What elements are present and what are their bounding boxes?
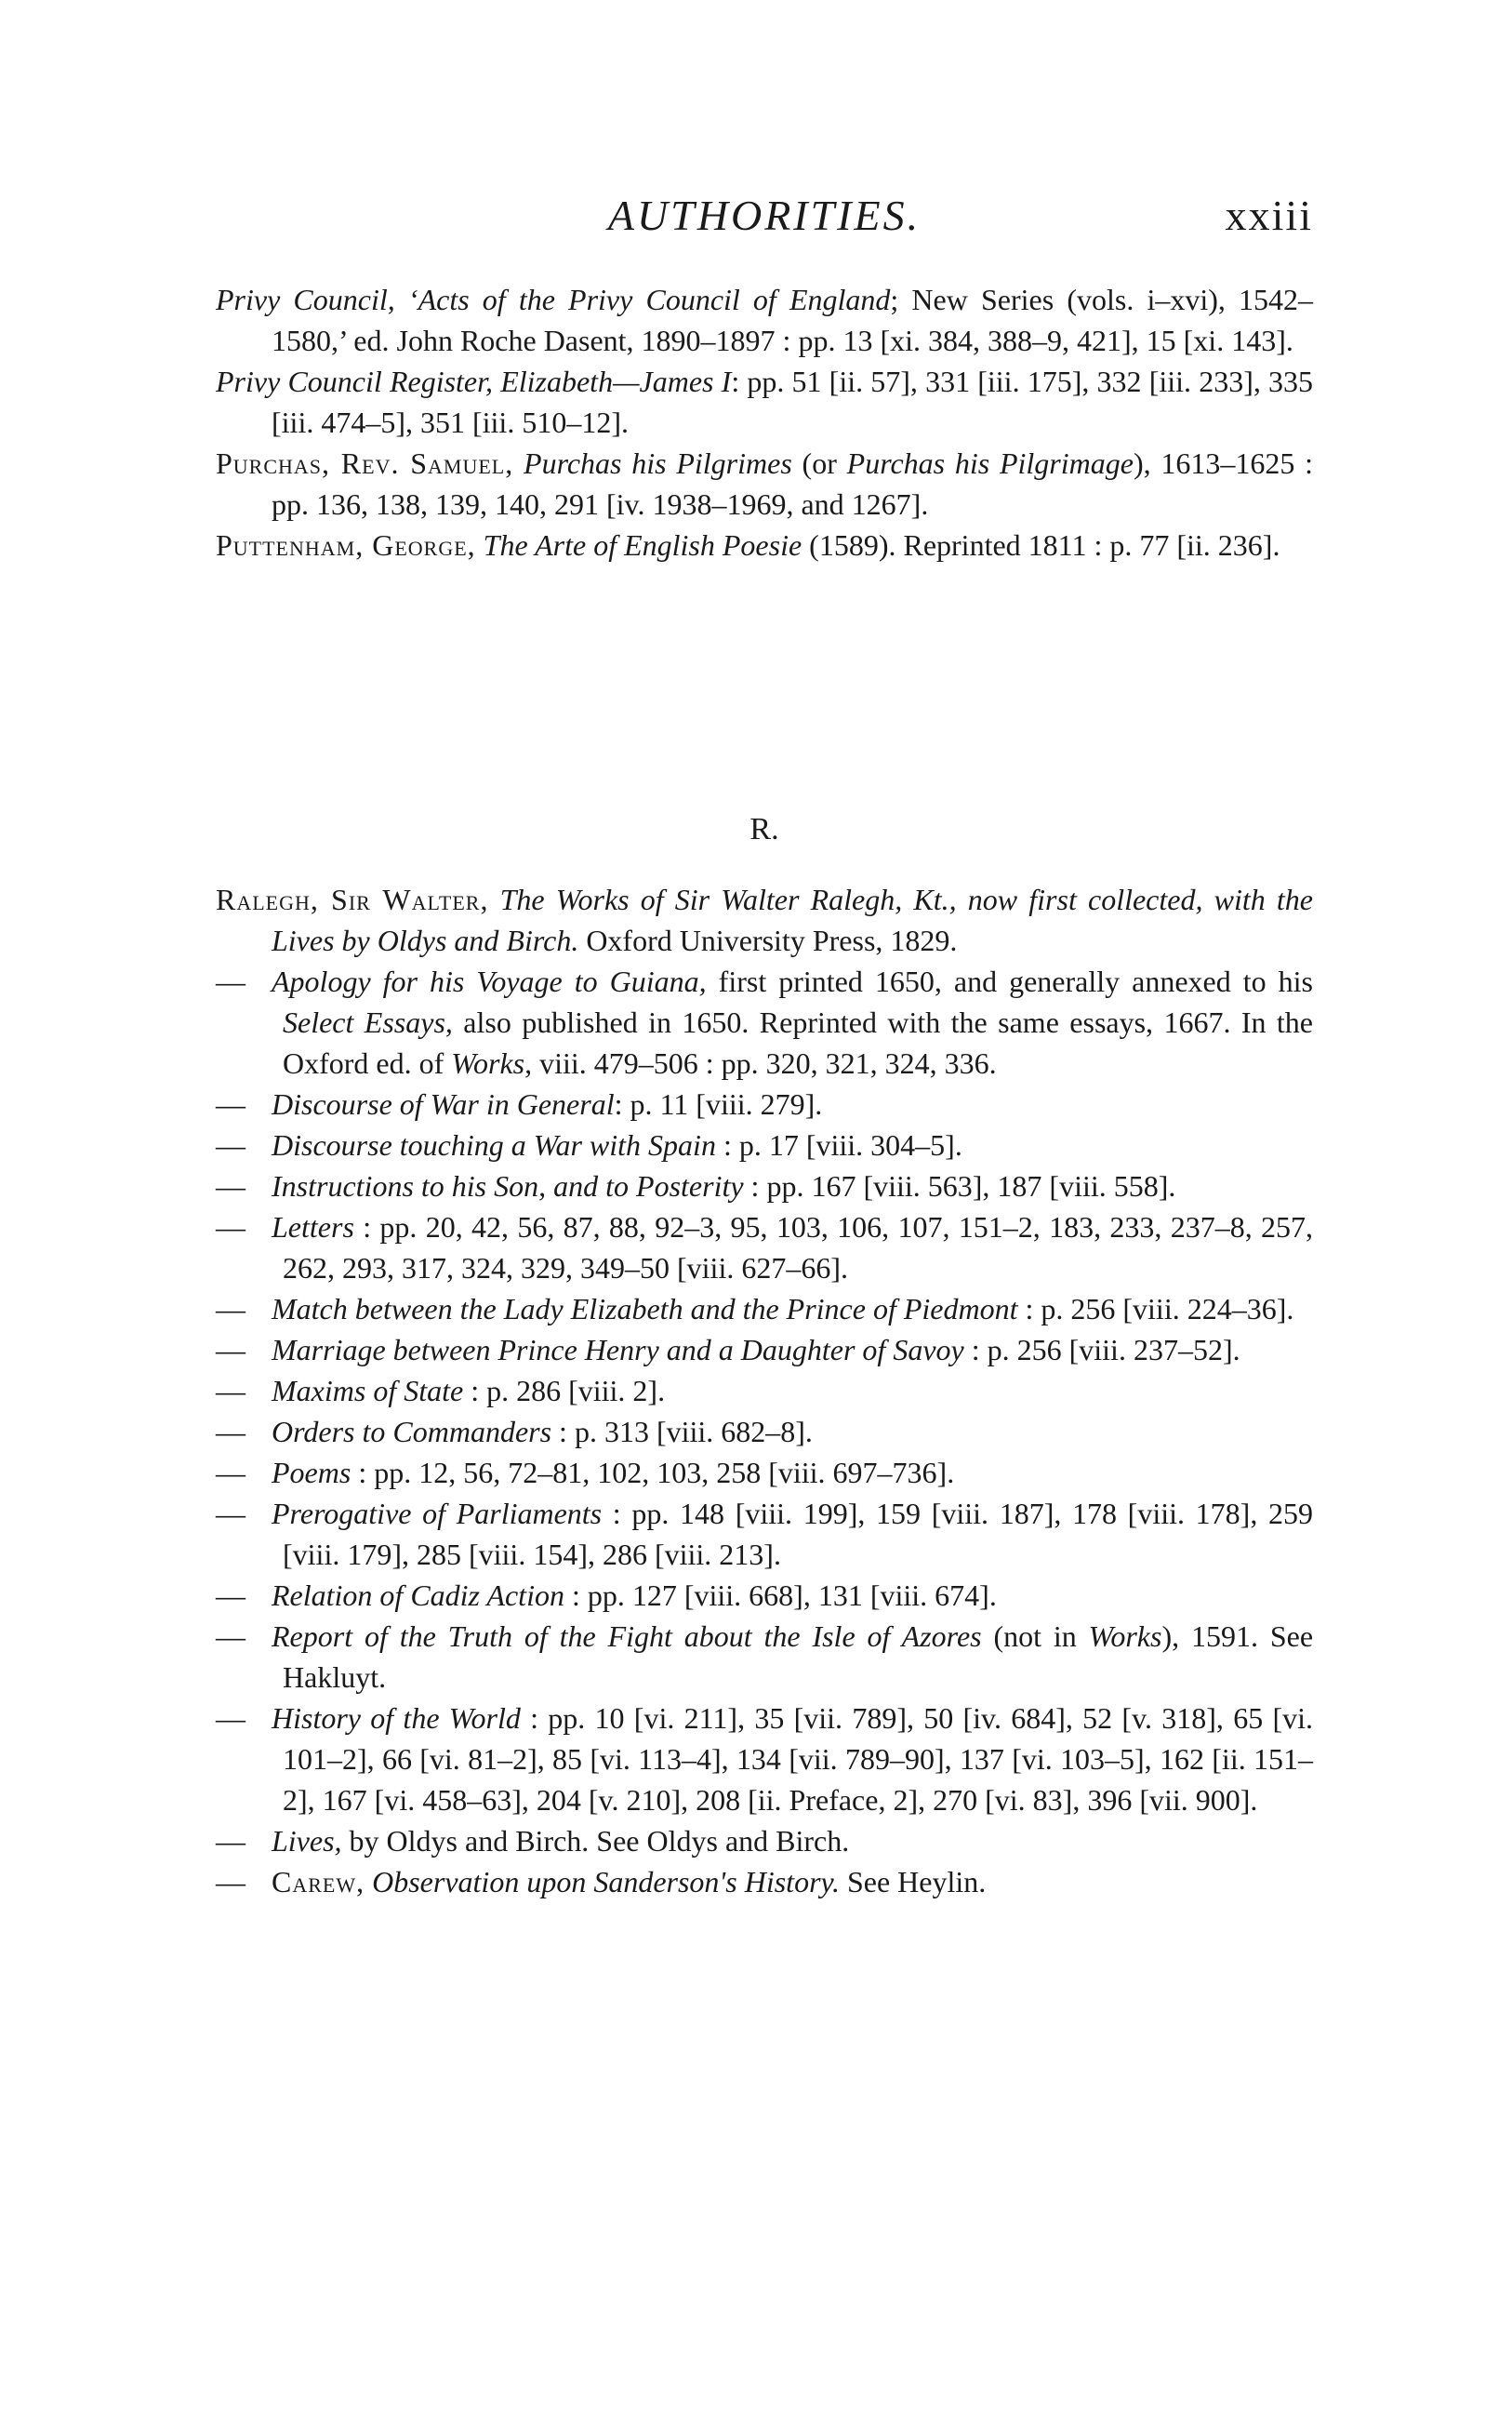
sub-entry-details: : p. 256 [viii. 224–36]. [1017,1292,1294,1325]
entry-title: Privy Council Register, Elizabeth—James I [216,365,732,398]
dash: — [216,1824,245,1858]
entry-title: ‘Acts of the Privy Council of England [407,283,891,316]
dash: — [216,1128,245,1162]
dash: — [216,1701,245,1735]
sub-entry-title: Apology for his Voyage to Guiana, [272,965,707,998]
sub-entry-title: Discourse touching a War with Spain [272,1128,716,1162]
running-head: AUTHORITIES. [607,192,922,239]
sub-entry-title: Letters [272,1210,354,1244]
sub-entry-details: ), 1591. See Hakluyt. [283,1619,1314,1694]
sub-entry-title: Lives, [272,1824,342,1858]
sub-entry [216,1329,1313,1370]
sub-entry-title: Maxims of State [272,1374,464,1407]
sub-entry-title-alt: Works [1088,1619,1162,1653]
sub-entry [216,1125,1313,1166]
sub-entry-title: Relation of Cadiz Action [272,1578,564,1612]
entry-details: (or [791,446,847,480]
dash: — [216,1210,245,1244]
entry-privy-council-register [216,361,1313,443]
sub-entry-title: Report of the Truth of the Fight about the Isle of Azores [272,1619,982,1653]
dash: — [216,1087,245,1121]
sub-entry-title-alt: Works, [451,1046,533,1080]
dash: — [216,1415,245,1448]
entry-title: The Arte of English Poesie [483,528,802,562]
section-letter: R. [749,812,779,846]
sub-entry-title: Orders to Commanders [272,1415,552,1448]
entry-details: ; New Series (vols. i–xvi), 1542–1580,’ ed. John Roche Dasent, 1890–1897 : pp. 13 [xi. 384, 388–9, 421], 15 [xi. 143]. [272,283,1314,357]
entry-title: Purchas his Pilgrimes [524,446,792,480]
sub-entry-details: : pp. 12, 56, 72–81, 102, 103, 258 [viii. 697–736]. [351,1456,955,1489]
page-header [216,191,1313,256]
entry-author: Privy Council, [216,283,395,316]
entry-title-alt: Purchas his Pilgrimage [846,446,1134,480]
sub-entry-title: Marriage between Prince Henry and a Daughter of Savoy [272,1333,964,1366]
sub-entry-title: Match between the Lady Elizabeth and the Prince of Piedmont [272,1292,1018,1325]
sub-entry [216,1493,1313,1575]
dash: — [216,1169,245,1203]
dash: — [216,1333,245,1366]
sub-entry [216,1288,1313,1329]
entry-author: Puttenham, George, [216,528,476,562]
sub-entry-title: Instructions to his Son, and to Posterity [272,1169,744,1203]
sub-entry [216,1370,1313,1411]
dash: — [216,1374,245,1407]
entry-ralegh [216,879,1313,961]
sub-entry-details: : pp. 127 [viii. 668], 131 [viii. 674]. [564,1578,997,1612]
sub-entry-details: : p. 313 [viii. 682–8]. [551,1415,813,1448]
sub-entry [216,1452,1313,1493]
entry-details: : pp. 51 [ii. 57], 331 [iii. 175], 332 [iii. 233], 335 [iii. 474–5], 351 [iii. 510–12]. [272,365,1314,439]
sub-entry-details: : pp. 167 [viii. 563], 187 [viii. 558]. [743,1169,1176,1203]
sub-entry [216,1166,1313,1206]
sub-entry-details: : p. 286 [viii. 2]. [463,1374,666,1407]
entries-r [216,879,1313,1902]
entry-puttenham [216,525,1313,566]
entry-author: Purchas, Rev. Samuel, [216,446,514,480]
dash: — [216,1619,245,1653]
entry-privy-council [216,279,1313,361]
sub-entry-title: Prerogative of Parliaments [272,1497,603,1530]
entry-title: The Works of Sir Walter Ralegh, Kt., now first collected, with the Lives by Oldys and Birch. [272,883,1314,957]
sub-entry-details: See Heylin. [839,1865,987,1898]
sub-entry-details: : p. 11 [viii. 279]. [614,1087,823,1121]
dash: — [216,1578,245,1612]
dash: — [216,1865,245,1898]
sub-entry-details: : pp. 148 [viii. 199], 159 [viii. 187], 178 [viii. 178], 259 [viii. 179], 285 [viii. 154], 286 [viii. 213]. [283,1497,1314,1571]
sub-entry [216,1575,1313,1616]
entry-details: (1589). Reprinted 1811 : p. 77 [ii. 236]. [802,528,1280,562]
sub-entry-apology [216,961,1313,1084]
entries-p [216,279,1313,566]
sub-entry-details: : p. 256 [viii. 237–52]. [963,1333,1240,1366]
sub-entry-author: Carew, [272,1865,365,1898]
sub-entry-details: (not in [981,1619,1089,1653]
entry-purchas [216,443,1313,525]
sub-entry-details: : p. 17 [viii. 304–5]. [715,1128,962,1162]
dash: — [216,1456,245,1489]
sub-entry-details: first printed 1650, and generally annexed to his [706,965,1314,998]
sub-entry [216,1084,1313,1125]
sub-entry [216,1411,1313,1452]
page-number: xxiii [1225,192,1313,239]
sub-entry-details: : pp. 10 [vi. 211], 35 [vii. 789], 50 [iv. 684], 52 [v. 318], 65 [vi. 101–2], 66 [vi. 81–2], 85 [vi. 113–4], 134 [vii. 789–90], 137 [vi. 103–5], 162 [ii. 151–2], 167 [vi. 458–63], 204 [v. 210], 208 [ii. Preface, 2], 270 [vi. 83], 396 [vii. 900]. [283,1701,1313,1817]
entry-author: Ralegh, Sir Walter, [216,883,489,916]
sub-entry-details: : pp. 20, 42, 56, 87, 88, 92–3, 95, 103, 106, 107, 151–2, 183, 233, 237–8, 257, 262, 293, 317, 324, 329, 349–50 [viii. 627–66]. [283,1210,1313,1285]
dash: — [216,1292,245,1325]
dash: — [216,1497,245,1530]
sub-entry-title-alt: Select Essays, [283,1006,453,1039]
sub-entry-title: History of the World [272,1701,521,1735]
sub-entry [216,1698,1313,1820]
sub-entry [216,1616,1313,1698]
sub-entry-title: Discourse of War in General [272,1087,615,1121]
sub-entry [216,1861,1313,1902]
sub-entry-details: by Oldys and Birch. See Oldys and Birch. [341,1824,850,1858]
entry-details: ), 1613–1625 : pp. 136, 138, 139, 140, 291 [iv. 1938–1969, and 1267]. [272,446,1314,521]
dash: — [216,965,245,998]
entry-details: Oxford University Press, 1829. [578,924,958,957]
sub-entry [216,1820,1313,1861]
sub-entry-title: Observation upon Sanderson's History. [372,1865,840,1898]
sub-entry-details: also published in 1650. Reprinted with the same essays, 1667. In the Oxford ed. of [283,1006,1314,1080]
sub-entry [216,1206,1313,1288]
sub-entry-title: Poems [272,1456,351,1489]
sub-entry-details: viii. 479–506 : pp. 320, 321, 324, 336. [532,1046,997,1080]
